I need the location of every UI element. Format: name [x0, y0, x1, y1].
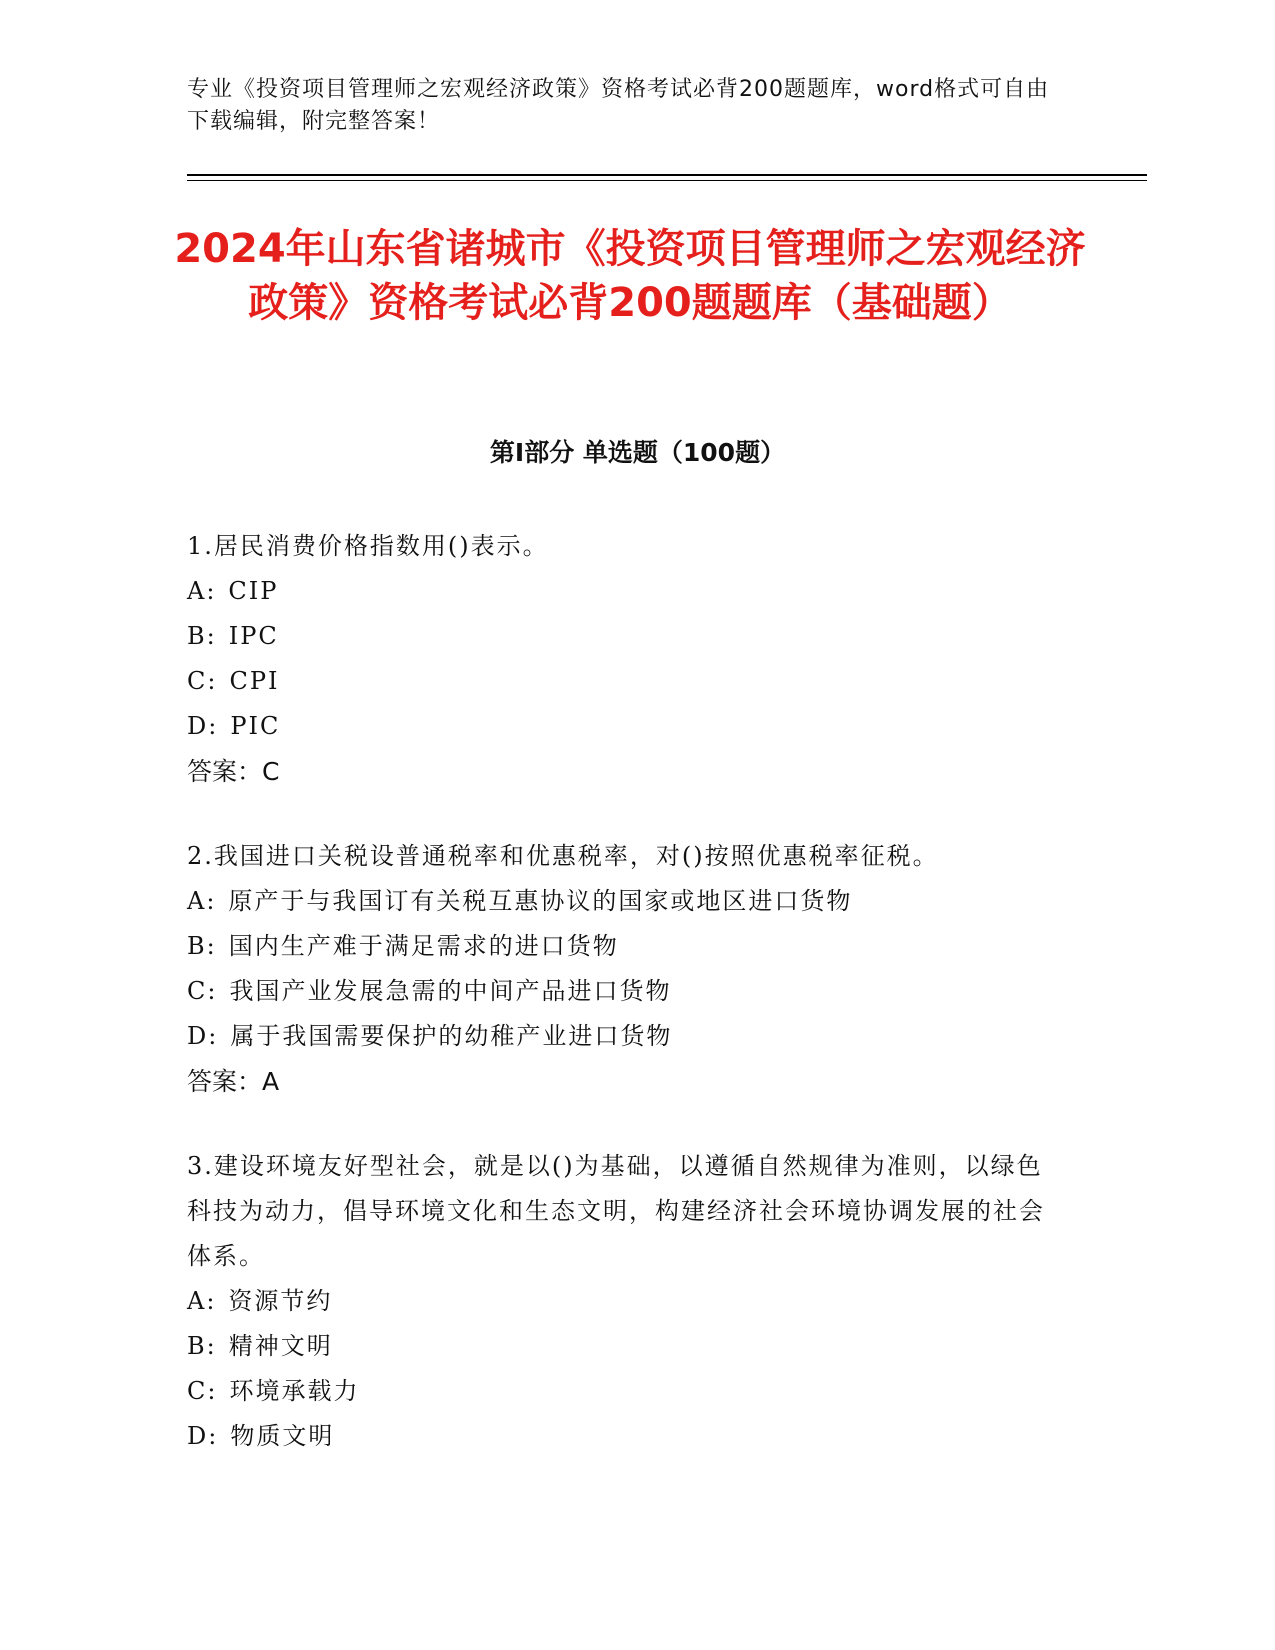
- option-text: CPI: [229, 667, 280, 695]
- option-text: 精神文明: [228, 1332, 333, 1360]
- option-text: CIP: [228, 577, 279, 605]
- option-text: IPC: [228, 622, 279, 650]
- option-label: A:: [187, 1287, 217, 1315]
- option-text: 属于我国需要保护的幼稚产业进口货物: [230, 1022, 673, 1050]
- option-d: [187, 1014, 1067, 1059]
- option-a: [187, 569, 1067, 614]
- option-text: 国内生产难于满足需求的进口货物: [228, 932, 619, 960]
- option-text: PIC: [230, 712, 281, 740]
- document-title: 2024年山东省诸城市《投资项目管理师之宏观经济政策》资格考试必背200题题库（基础题）: [174, 226, 1086, 326]
- option-a: [187, 879, 1067, 924]
- question-1: [187, 524, 1067, 794]
- question-stem: 2.我国进口关税设普通税率和优惠税率，对()按照优惠税率征税。: [187, 842, 939, 870]
- option-label: C:: [187, 977, 218, 1005]
- option-label: A:: [187, 887, 217, 915]
- section-title: 第I部分 单选题（100题）: [489, 438, 786, 467]
- answer-prefix: 答案：: [187, 1067, 263, 1096]
- option-label: D:: [187, 1022, 219, 1050]
- option-text: 原产于与我国订有关税互惠协议的国家或地区进口货物: [228, 887, 853, 915]
- answer-line: [187, 749, 1067, 794]
- option-label: B:: [187, 932, 217, 960]
- option-label: C:: [187, 1377, 218, 1405]
- option-d: [187, 704, 1067, 749]
- option-a: [187, 1279, 1067, 1324]
- header-note: 专业《投资项目管理师之宏观经济政策》资格考试必背200题题库，word格式可自由下载编辑，附完整答案！: [187, 77, 1050, 134]
- option-label: D:: [187, 1422, 219, 1450]
- question-stem: 3.建设环境友好型社会，就是以()为基础，以遵循自然规律为准则，以绿色科技为动力，倡导环境文化和生态文明，构建经济社会环境协调发展的社会体系。: [187, 1152, 1045, 1270]
- option-b: [187, 614, 1067, 659]
- option-label: C:: [187, 667, 218, 695]
- option-label: A:: [187, 577, 217, 605]
- answer-prefix: 答案：: [187, 757, 263, 786]
- header-divider-thick: [187, 174, 1147, 176]
- option-label: B:: [187, 1332, 217, 1360]
- question-3: [187, 1144, 1067, 1459]
- option-text: 资源节约: [228, 1287, 333, 1315]
- question-stem: 1.居民消费价格指数用()表示。: [187, 532, 549, 560]
- answer-line: [187, 1059, 1067, 1104]
- option-text: 我国产业发展急需的中间产品进口货物: [229, 977, 672, 1005]
- answer-value: A: [262, 1067, 280, 1096]
- option-c: [187, 659, 1067, 704]
- option-text: 环境承载力: [229, 1377, 360, 1405]
- header-divider-thin: [187, 180, 1147, 181]
- option-label: D:: [187, 712, 219, 740]
- option-b: [187, 924, 1067, 969]
- option-label: B:: [187, 622, 217, 650]
- answer-value: C: [262, 757, 280, 786]
- option-text: 物质文明: [230, 1422, 335, 1450]
- option-c: [187, 969, 1067, 1014]
- option-d: [187, 1414, 1067, 1459]
- question-list: [187, 524, 1067, 1499]
- question-2: [187, 834, 1067, 1104]
- option-c: [187, 1369, 1067, 1414]
- option-b: [187, 1324, 1067, 1369]
